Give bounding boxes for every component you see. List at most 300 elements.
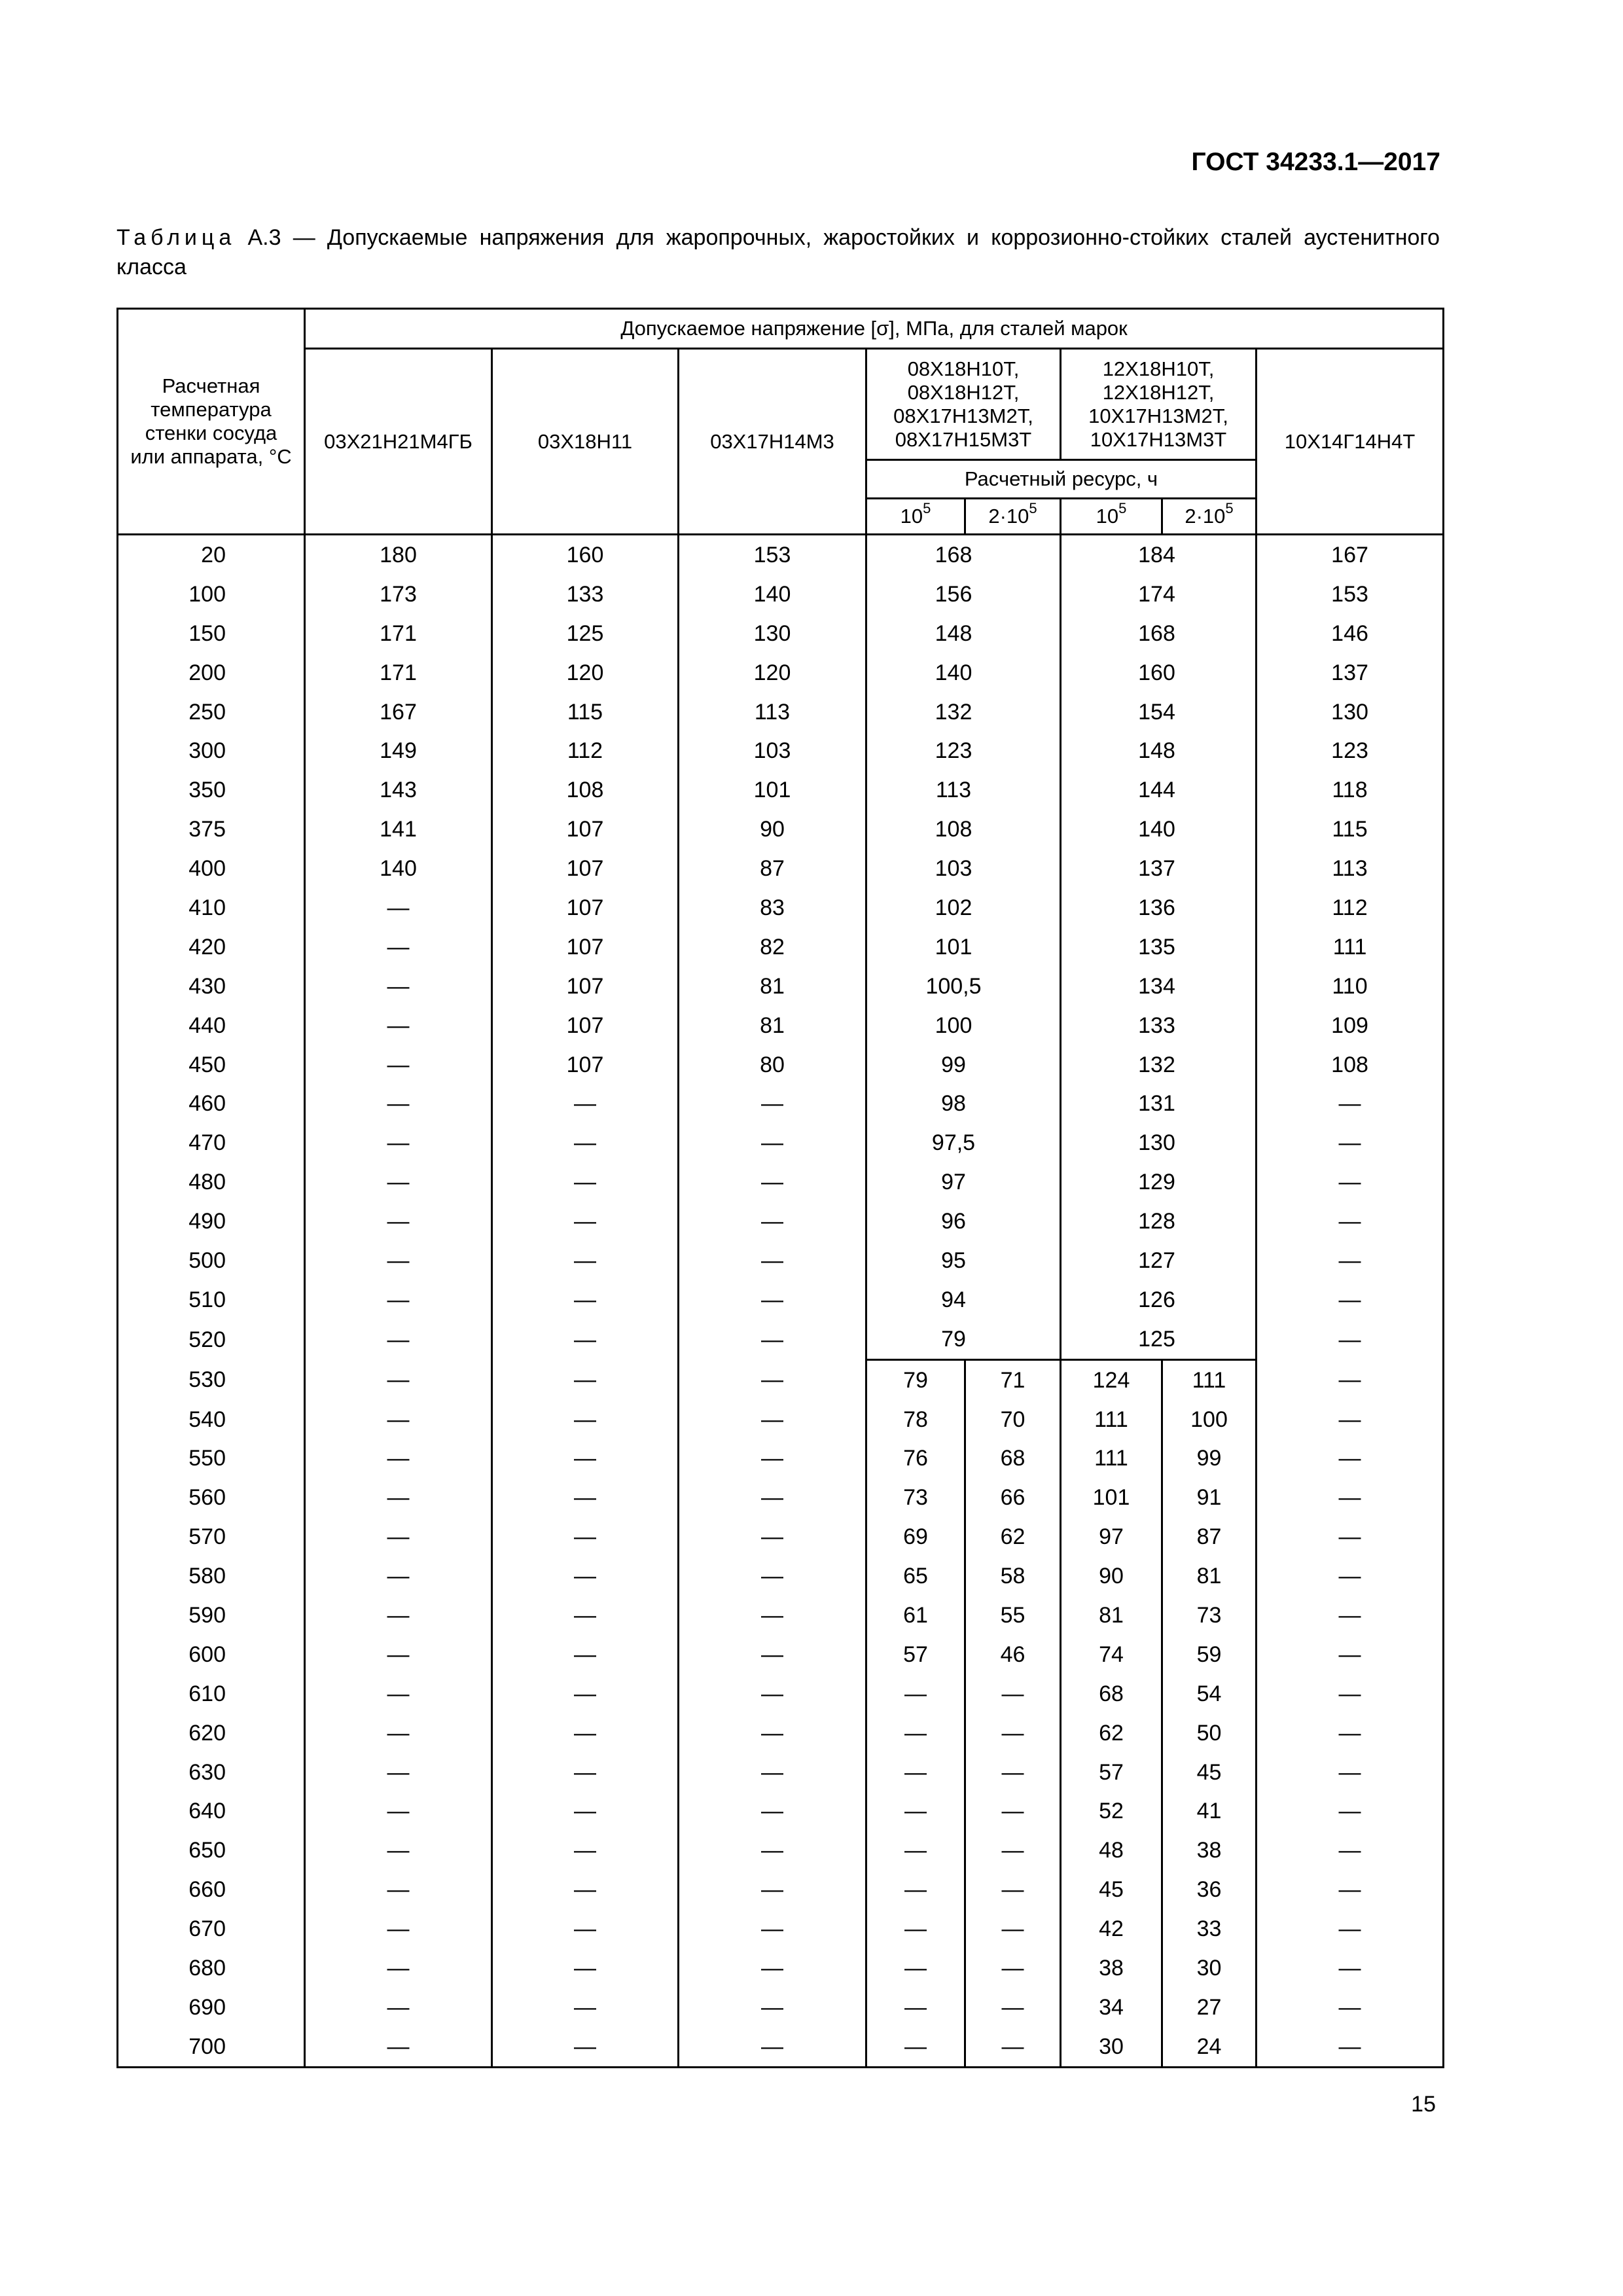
table-cell: 81 (679, 967, 866, 1006)
temperature-header: Расчетная температура стенки сосуда или аппарата, °C (118, 309, 305, 535)
table-cell: 180 (305, 535, 492, 575)
table-cell: 123 (866, 731, 1061, 770)
table-row (118, 770, 1444, 810)
table-cell: — (965, 1870, 1061, 1909)
table-cell: — (866, 1753, 965, 1792)
table-cell: 61 (866, 1596, 965, 1635)
table-cell: 111 (1162, 1359, 1257, 1399)
table-cell: 98 (866, 1084, 1061, 1123)
table-row (118, 1162, 1444, 1202)
table-cell: 82 (679, 927, 866, 967)
table-cell: — (679, 1517, 866, 1556)
table-cell: — (492, 1202, 679, 1241)
table-cell: 350 (118, 770, 305, 810)
table-cell: 100 (1162, 1400, 1257, 1439)
table-row (118, 810, 1444, 849)
table-cell: — (492, 1400, 679, 1439)
table-row (118, 1400, 1444, 1439)
table-cell: — (866, 1909, 965, 1948)
table-cell: — (1257, 1359, 1444, 1399)
table-cell: 125 (492, 614, 679, 653)
table-cell: — (679, 1674, 866, 1713)
table-cell: — (1257, 1635, 1444, 1674)
table-row (118, 1084, 1444, 1123)
table-cell: 168 (866, 535, 1061, 575)
table-cell: 144 (1061, 770, 1257, 810)
table-row (118, 692, 1444, 732)
table-cell: 79 (866, 1359, 965, 1399)
table-cell: 156 (866, 575, 1061, 614)
table-cell: 550 (118, 1439, 305, 1478)
steel-03x17n14m3-header: 03Х17Н14М3 (679, 349, 866, 535)
table-cell: — (492, 1674, 679, 1713)
table-cell: — (965, 2027, 1061, 2067)
table-cell: 79 (866, 1319, 1061, 1359)
table-cell: — (1257, 1517, 1444, 1556)
table-cell: — (679, 2027, 866, 2067)
table-cell: — (492, 1123, 679, 1162)
table-cell: — (866, 1988, 965, 2027)
table-cell: 62 (1061, 1713, 1162, 1753)
table-cell: — (679, 1084, 866, 1123)
table-cell: 184 (1061, 535, 1257, 575)
table-cell: 132 (1061, 1045, 1257, 1085)
table-cell: — (305, 1162, 492, 1202)
table-row (118, 1556, 1444, 1596)
table-cell: 102 (866, 888, 1061, 927)
table-row (118, 1006, 1444, 1045)
table-cell: 113 (679, 692, 866, 732)
table-cell: — (1257, 1713, 1444, 1753)
table-cell: — (492, 1319, 679, 1359)
table-cell: — (965, 1948, 1061, 1988)
table-cell: 58 (965, 1556, 1061, 1596)
table-cell: 101 (1061, 1478, 1162, 1517)
table-cell: — (866, 1713, 965, 1753)
table-cell: — (1257, 1241, 1444, 1280)
table-cell: 149 (305, 731, 492, 770)
table-cell: 133 (492, 575, 679, 614)
table-cell: — (1257, 1674, 1444, 1713)
table-cell: 87 (1162, 1517, 1257, 1556)
table-row (118, 1596, 1444, 1635)
table-cell: — (305, 1909, 492, 1948)
table-cell: 146 (1257, 614, 1444, 653)
table-cell: — (1257, 1870, 1444, 1909)
table-cell: 66 (965, 1478, 1061, 1517)
table-cell: — (866, 1831, 965, 1870)
table-cell: 59 (1162, 1635, 1257, 1674)
table-cell: 115 (492, 692, 679, 732)
table-cell: 97 (866, 1162, 1061, 1202)
table-cell: 400 (118, 849, 305, 888)
table-cell: — (1257, 1988, 1444, 2027)
table-cell: 81 (1061, 1596, 1162, 1635)
table-cell: 375 (118, 810, 305, 849)
table-row (118, 535, 1444, 575)
table-cell: 90 (679, 810, 866, 849)
table-cell: — (1257, 1202, 1444, 1241)
table-cell: 111 (1061, 1439, 1162, 1478)
table-row (118, 1123, 1444, 1162)
table-cell: 130 (1257, 692, 1444, 732)
table-cell: 540 (118, 1400, 305, 1439)
table-cell: 65 (866, 1556, 965, 1596)
table-row (118, 1988, 1444, 2027)
table-cell: — (305, 1400, 492, 1439)
table-cell: 107 (492, 849, 679, 888)
caption-text: А.3 — Допускаемые напряжения для жаропрочных, жаростойких и коррозионно-стойких сталей аустенитного класса (116, 225, 1440, 279)
table-cell: 101 (866, 927, 1061, 967)
steel-03x21n21m4gb-header: 03Х21Н21М4ГБ (305, 349, 492, 535)
table-cell: — (679, 1753, 866, 1792)
table-cell: 171 (305, 653, 492, 692)
table-cell: — (965, 1988, 1061, 2027)
table-cell: — (679, 1439, 866, 1478)
table-cell: — (679, 1319, 866, 1359)
table-cell: 115 (1257, 810, 1444, 849)
table-cell: 107 (492, 888, 679, 927)
table-cell: — (492, 1241, 679, 1280)
table-cell: 100 (118, 575, 305, 614)
table-cell: — (1257, 1596, 1444, 1635)
caption-label: Таблица (116, 225, 236, 250)
table-cell: 45 (1061, 1870, 1162, 1909)
table-cell: — (305, 1753, 492, 1792)
table-cell: 168 (1061, 614, 1257, 653)
table-cell: — (305, 1674, 492, 1713)
table-row (118, 1478, 1444, 1517)
table-cell: 100,5 (866, 967, 1061, 1006)
table-cell: — (679, 1948, 866, 1988)
table-cell: — (305, 1319, 492, 1359)
table-cell: — (965, 1792, 1061, 1831)
table-cell: — (679, 1478, 866, 1517)
table-cell: — (1257, 1753, 1444, 1792)
table-cell: 137 (1257, 653, 1444, 692)
table-cell: 129 (1061, 1162, 1257, 1202)
table-row (118, 1359, 1444, 1399)
table-cell: 95 (866, 1241, 1061, 1280)
table-cell: 130 (1061, 1123, 1257, 1162)
table-cell: 570 (118, 1517, 305, 1556)
table-cell: — (679, 1909, 866, 1948)
table-cell: 153 (679, 535, 866, 575)
resource-header: Расчетный ресурс, ч (866, 460, 1257, 499)
table-cell: 160 (492, 535, 679, 575)
table-cell: — (305, 1792, 492, 1831)
table-cell: 99 (866, 1045, 1061, 1085)
table-cell: 610 (118, 1674, 305, 1713)
table-cell: — (305, 888, 492, 927)
table-cell: 107 (492, 810, 679, 849)
table-cell: 108 (1257, 1045, 1444, 1085)
table-cell: 38 (1162, 1831, 1257, 1870)
steel-03x18n11-header: 03Х18Н11 (492, 349, 679, 535)
table-cell: 34 (1061, 1988, 1162, 2027)
table-cell: — (305, 927, 492, 967)
table-cell: 130 (679, 614, 866, 653)
table-cell: 81 (679, 1006, 866, 1045)
resource-2e5-header: $2\cdot 10^5$ (965, 499, 1061, 535)
table-cell: 700 (118, 2027, 305, 2067)
table-cell: 160 (1061, 653, 1257, 692)
table-cell: — (305, 1948, 492, 1988)
table-row (118, 575, 1444, 614)
table-cell: 510 (118, 1280, 305, 1319)
table-cell: 80 (679, 1045, 866, 1085)
table-cell: — (965, 1674, 1061, 1713)
table-cell: — (305, 1045, 492, 1085)
table-cell: 83 (679, 888, 866, 927)
table-cell: — (679, 1400, 866, 1439)
table-cell: — (305, 1870, 492, 1909)
table-cell: 96 (866, 1202, 1061, 1241)
table-cell: 440 (118, 1006, 305, 1045)
table-cell: 670 (118, 1909, 305, 1948)
table-row (118, 1753, 1444, 1792)
table-cell: — (492, 1948, 679, 1988)
table-cell: 140 (1061, 810, 1257, 849)
table-cell: — (1257, 1831, 1444, 1870)
table-cell: — (492, 1596, 679, 1635)
table-cell: — (492, 1831, 679, 1870)
table-cell: 55 (965, 1596, 1061, 1635)
table-cell: — (492, 1635, 679, 1674)
table-cell: — (679, 1241, 866, 1280)
table-cell: 123 (1257, 731, 1444, 770)
table-cell: — (492, 1988, 679, 2027)
table-cell: 137 (1061, 849, 1257, 888)
table-cell: — (679, 1280, 866, 1319)
table-cell: — (679, 1792, 866, 1831)
table-row (118, 653, 1444, 692)
table-cell: 71 (965, 1359, 1061, 1399)
table-row (118, 1439, 1444, 1478)
table-cell: — (492, 2027, 679, 2067)
table-cell: 107 (492, 927, 679, 967)
table-cell: 125 (1061, 1319, 1257, 1359)
table-cell: — (1257, 1792, 1444, 1831)
table-cell: 45 (1162, 1753, 1257, 1792)
table-cell: 94 (866, 1280, 1061, 1319)
table-row (118, 1280, 1444, 1319)
table-cell: 81 (1162, 1556, 1257, 1596)
table-cell: — (679, 1162, 866, 1202)
table-cell: 620 (118, 1713, 305, 1753)
table-row (118, 731, 1444, 770)
table-cell: 108 (492, 770, 679, 810)
table-cell: 600 (118, 1635, 305, 1674)
table-cell: 560 (118, 1478, 305, 1517)
table-cell: 167 (305, 692, 492, 732)
table-cell: 148 (1061, 731, 1257, 770)
table-cell: 530 (118, 1359, 305, 1399)
table-cell: 120 (492, 653, 679, 692)
table-cell: — (965, 1831, 1061, 1870)
table-cell: 54 (1162, 1674, 1257, 1713)
table-cell: 50 (1162, 1713, 1257, 1753)
table-row (118, 1948, 1444, 1988)
table-cell: 136 (1061, 888, 1257, 927)
table-cell: 118 (1257, 770, 1444, 810)
table-cell: — (866, 1870, 965, 1909)
table-cell: — (305, 1556, 492, 1596)
table-cell: — (305, 1988, 492, 2027)
table-cell: — (305, 1359, 492, 1399)
table-cell: 154 (1061, 692, 1257, 732)
table-cell: 133 (1061, 1006, 1257, 1045)
table-cell: — (305, 1084, 492, 1123)
table-cell: 70 (965, 1400, 1061, 1439)
table-cell: — (305, 967, 492, 1006)
table-cell: 101 (679, 770, 866, 810)
table-cell: 108 (866, 810, 1061, 849)
table-cell: 200 (118, 653, 305, 692)
stress-table (116, 308, 1444, 2068)
table-cell: 140 (305, 849, 492, 888)
table-cell: 520 (118, 1319, 305, 1359)
table-cell: 132 (866, 692, 1061, 732)
table-cell: 490 (118, 1202, 305, 1241)
table-cell: 107 (492, 1045, 679, 1085)
table-cell: 140 (866, 653, 1061, 692)
table-cell: — (492, 1713, 679, 1753)
table-cell: — (305, 1478, 492, 1517)
table-cell: 174 (1061, 575, 1257, 614)
table-cell: — (305, 2027, 492, 2067)
table-cell: — (492, 1280, 679, 1319)
table-cell: 97 (1061, 1517, 1162, 1556)
table-cell: 500 (118, 1241, 305, 1280)
table-cell: — (1257, 1162, 1444, 1202)
page-number: 15 (1411, 2092, 1436, 2117)
table-cell: 107 (492, 967, 679, 1006)
resource-2e5-header: $2\cdot 10^5$ (1162, 499, 1257, 535)
table-cell: — (965, 1713, 1061, 1753)
table-cell: — (305, 1517, 492, 1556)
table-cell: 36 (1162, 1870, 1257, 1909)
table-cell: — (305, 1202, 492, 1241)
table-cell: 87 (679, 849, 866, 888)
table-cell: 111 (1061, 1400, 1162, 1439)
table-cell: 76 (866, 1439, 965, 1478)
table-cell: — (679, 1713, 866, 1753)
table-cell: — (679, 1831, 866, 1870)
table-cell: 107 (492, 1006, 679, 1045)
table-cell: 300 (118, 731, 305, 770)
table-cell: — (305, 1241, 492, 1280)
table-cell: 68 (1061, 1674, 1162, 1713)
table-cell: 690 (118, 1988, 305, 2027)
resource-1e5-header: $10^5$ (1061, 499, 1162, 535)
table-cell: — (866, 2027, 965, 2067)
table-cell: 110 (1257, 967, 1444, 1006)
table-cell: 20 (118, 535, 305, 575)
steel-10x14g14n4t-header: 10Х14Г14Н4Т (1257, 349, 1444, 535)
resource-1e5-header: $10^5$ (866, 499, 965, 535)
table-row (118, 1635, 1444, 1674)
table-cell: 42 (1061, 1909, 1162, 1948)
table-cell: 113 (1257, 849, 1444, 888)
table-cell: 120 (679, 653, 866, 692)
table-cell: — (305, 1280, 492, 1319)
table-cell: — (492, 1792, 679, 1831)
table-cell: — (866, 1948, 965, 1988)
table-cell: — (1257, 1478, 1444, 1517)
table-cell: — (965, 1753, 1061, 1792)
table-cell: 99 (1162, 1439, 1257, 1478)
table-cell: 680 (118, 1948, 305, 1988)
table-cell: 135 (1061, 927, 1257, 967)
table-row (118, 1713, 1444, 1753)
table-row (118, 1674, 1444, 1713)
table-cell: — (492, 1084, 679, 1123)
table-cell: 103 (866, 849, 1061, 888)
table-cell: — (305, 1635, 492, 1674)
table-row (118, 1202, 1444, 1241)
table-cell: — (492, 1478, 679, 1517)
table-cell: 46 (965, 1635, 1061, 1674)
table-cell: 100 (866, 1006, 1061, 1045)
table-cell: 73 (1162, 1596, 1257, 1635)
table-row (118, 967, 1444, 1006)
table-row (118, 1517, 1444, 1556)
table-cell: 41 (1162, 1792, 1257, 1831)
table-cell: 140 (679, 575, 866, 614)
table-cell: 73 (866, 1478, 965, 1517)
table-cell: 27 (1162, 1988, 1257, 2027)
table-row (118, 1319, 1444, 1359)
table-cell: 128 (1061, 1202, 1257, 1241)
table-cell: — (679, 1359, 866, 1399)
steel-12x18-group-header: 12Х18Н10Т, 12Х18Н12Т, 10Х17Н13М2Т, 10Х17Н13М3Т (1061, 349, 1257, 460)
table-cell: 38 (1061, 1948, 1162, 1988)
table-cell: 148 (866, 614, 1061, 653)
table-cell: 124 (1061, 1359, 1162, 1399)
table-cell: 580 (118, 1556, 305, 1596)
table-cell: — (1257, 1439, 1444, 1478)
table-cell: — (866, 1792, 965, 1831)
table-cell: 109 (1257, 1006, 1444, 1045)
table-row (118, 1045, 1444, 1085)
table-cell: 150 (118, 614, 305, 653)
table-cell: 68 (965, 1439, 1061, 1478)
table-cell: — (1257, 1319, 1444, 1359)
table-cell: 171 (305, 614, 492, 653)
table-row (118, 1241, 1444, 1280)
table-cell: 111 (1257, 927, 1444, 967)
table-cell: 90 (1061, 1556, 1162, 1596)
table-cell: — (1257, 1280, 1444, 1319)
table-cell: 590 (118, 1596, 305, 1635)
table-cell: — (965, 1909, 1061, 1948)
table-cell: 480 (118, 1162, 305, 1202)
table-cell: — (679, 1556, 866, 1596)
table-cell: 57 (866, 1635, 965, 1674)
table-row (118, 614, 1444, 653)
table-row (118, 1909, 1444, 1948)
table-cell: — (1257, 2027, 1444, 2067)
table-cell: 30 (1162, 1948, 1257, 1988)
table-cell: — (679, 1202, 866, 1241)
table-cell: 410 (118, 888, 305, 927)
table-cell: — (492, 1162, 679, 1202)
table-cell: 24 (1162, 2027, 1257, 2067)
steel-08x18-group-header: 08Х18Н10Т, 08Х18Н12Т, 08Х17Н13М2Т, 08Х17Н15М3Т (866, 349, 1061, 460)
table-cell: 153 (1257, 575, 1444, 614)
table-cell: — (1257, 1400, 1444, 1439)
